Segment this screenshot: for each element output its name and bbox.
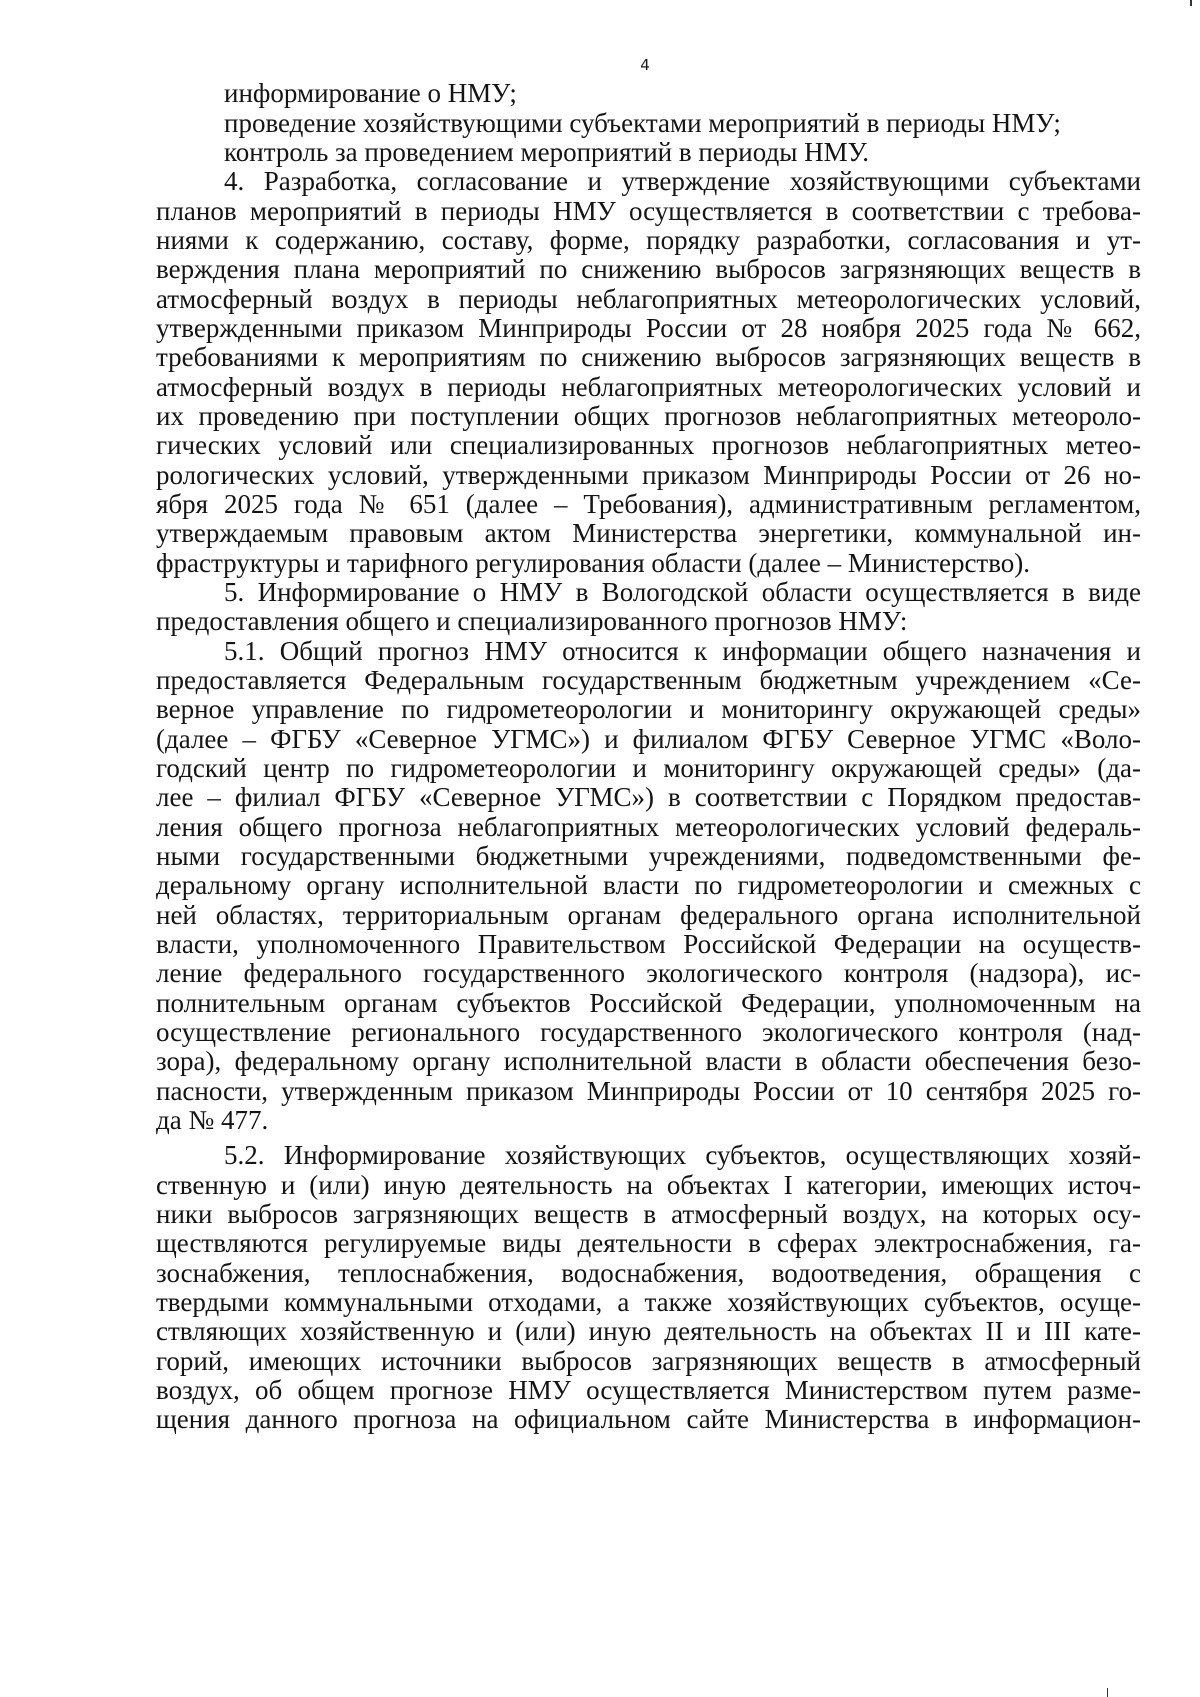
text-line: проведение хозяйствующими субъектами мероприятий в периоды НМУ; (224, 108, 1061, 138)
text-line: ники выбросов загрязняющих веществ в атмосферный воздух, на которых осу- (156, 1199, 1141, 1229)
text-line: предоставления общего и специализированного прогнозов НМУ: (156, 606, 908, 636)
text-line: горий, имеющих источники выбросов загрязняющих веществ в атмосферный (156, 1346, 1141, 1376)
text-line: лее – филиал ФГБУ «Северное УГМС») в соответствии с Порядком предостав- (156, 782, 1141, 812)
text-line: щения данного прогноза на официальном сайте Министерства в информацион- (156, 1404, 1141, 1434)
text-line: да № 477. (156, 1105, 269, 1135)
text-line: ней областях, территориальным органам федерального органа исполнительной (156, 900, 1141, 930)
page-number: 4 (640, 56, 650, 74)
text-line: пасности, утвержденным приказом Минприроды России от 10 сентября 2025 го- (156, 1076, 1141, 1106)
text-line: контроль за проведением мероприятий в периоды НМУ. (224, 137, 870, 167)
text-line: фраструктуры и тарифного регулирования области (далее – Министерство). (156, 548, 1031, 578)
text-line: рологических условий, утвержденными приказом Минприроды России от 26 но- (156, 460, 1141, 490)
text-line: верное управление по гидрометеорологии и мониторингу окружающей среды» (156, 694, 1141, 724)
text-line: гических условий или специализированных прогнозов неблагоприятных метео- (156, 430, 1141, 460)
text-line: утверждаемым правовым актом Министерства энергетики, коммунальной ин- (156, 518, 1141, 548)
text-line: ствляющих хозяйственную и (или) иную деятельность на объектах II и III кате- (156, 1316, 1141, 1346)
text-line: ществляются регулируемые виды деятельности в сферах электроснабжения, га- (156, 1228, 1141, 1258)
text-line: осуществление регионального государственного экологического контроля (над- (156, 1017, 1141, 1047)
text-line: требованиями к мероприятиям по снижению выбросов загрязняющих веществ в (156, 342, 1141, 372)
text-line: 4. Разработка, согласование и утверждение хозяйствующими субъектами (224, 166, 1141, 196)
text-line: воздух, об общем прогнозе НМУ осуществляется Министерством путем разме- (156, 1375, 1141, 1405)
text-line: (далее – ФГБУ «Северное УГМС») и филиалом ФГБУ Северное УГМС «Воло- (156, 724, 1141, 754)
scan-mark-top (1190, 0, 1192, 6)
text-line: полнительным органам субъектов Российской Федерации, уполномоченным на (156, 988, 1141, 1018)
text-line: планов мероприятий в периоды НМУ осуществляется в соответствии с требова- (156, 196, 1141, 226)
text-line: годский центр по гидрометеорологии и мониторингу окружающей среды» (да- (156, 753, 1141, 783)
text-line: ября 2025 года № 651 (далее – Требования), административным регламентом, (156, 489, 1141, 519)
text-line: атмосферный воздух в периоды неблагоприятных метеорологических условий и (156, 372, 1141, 402)
text-line: утвержденными приказом Минприроды России от 28 ноября 2025 года № 662, (156, 313, 1141, 343)
text-line: 5.2. Информирование хозяйствующих субъектов, осуществляющих хозяй- (224, 1140, 1141, 1170)
text-line: зоснабжения, теплоснабжения, водоснабжения, водоотведения, обращения с (156, 1258, 1141, 1288)
text-line: верждения плана мероприятий по снижению выбросов загрязняющих веществ в (156, 254, 1141, 284)
text-line: ление федерального государственного экологического контроля (надзора), ис- (156, 958, 1141, 988)
text-line: предоставляется Федеральным государственным бюджетным учреждением «Се- (156, 665, 1141, 695)
text-line: 5.1. Общий прогноз НМУ относится к информации общего назначения и (224, 636, 1141, 666)
text-line: 5. Информирование о НМУ в Вологодской области осуществляется в виде (224, 577, 1141, 607)
text-line: ными государственными бюджетными учреждениями, подведомственными фе- (156, 841, 1141, 871)
text-line: информирование о НМУ; (224, 78, 517, 108)
text-line: атмосферный воздух в периоды неблагоприятных метеорологических условий, (156, 284, 1141, 314)
text-line: ниями к содержанию, составу, форме, порядку разработки, согласования и ут- (156, 225, 1141, 255)
text-line: власти, уполномоченного Правительством Российской Федерации на осуществ- (156, 929, 1141, 959)
text-line: твердыми коммунальными отходами, а также хозяйствующих субъектов, осуще- (156, 1287, 1141, 1317)
text-line: их проведению при поступлении общих прогнозов неблагоприятных метеороло- (156, 401, 1141, 431)
text-line: деральному органу исполнительной власти по гидрометеорологии и смежных с (156, 870, 1141, 900)
text-line: ственную и (или) иную деятельность на объектах I категории, имеющих источ- (156, 1170, 1141, 1200)
scan-mark-bottom (1107, 1688, 1108, 1697)
text-line: ления общего прогноза неблагоприятных метеорологических условий федераль- (156, 812, 1141, 842)
text-line: зора), федеральному органу исполнительной власти в области обеспечения безо- (156, 1046, 1141, 1076)
